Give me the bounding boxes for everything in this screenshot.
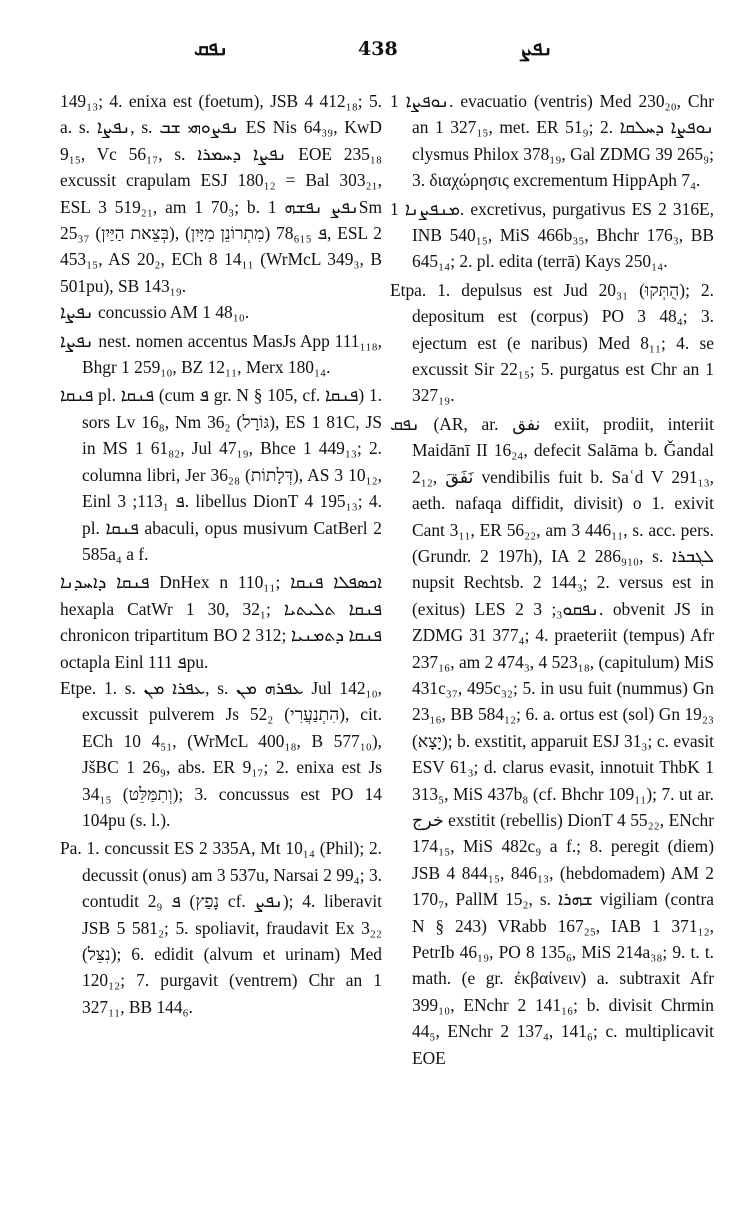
entry-continuation: 149₁₃; 4. enixa est (foetum), JSB 4 412₁₈; 5. a. s. ܢܦܨܐ, s. ܢܦܨܘܗܝ ܫܒ ES Nis 64₃₉, KwD 9₁₅, Vc 56₁₇, s. ܢܦܨܐ ܕܚܡܪܐ EOE 235₁₈ excussit crapulam ESJ 180₁₂ = Bal 303₂₁, ESL 3 519₂₁, am 1 70₃; b. ܢܦܨ ܢܦܫܗ 1Sm 25₃₇ (בְּצֵאת הַיַּיִן), ܦ 78₆₁₅ (מִתְרוֹנֵן מִיָּיִן), ESL 2 453₁₅, AS 20₂, ECh 8 14₁₁ (WrMcL 349₃, B 501pu), SB 143₁₉. — [60, 91, 382, 296]
dictionary-entry: Pa. 1. concussit ES 2 335A, Mt 10₁₄ (Phil); 2. decussit (onus) am 3 537u, Narsai 2 99₄; 3. contudit ܦ 2₉ (נָפַץ cf. ܢܦܨ); 4. liberavit JSB 5 581₂; 5. spoliavit, fraudavit Ex 3₂₂ (נִצֵּל); 6. edidit (alvum et urinam) Med 120₁₂; 7. purgavit (ventrem) Chr an 1 327₁₁, BB 144₆. — [60, 838, 382, 1017]
dictionary-entry: Etpe. 1. s. ܥܦܪܐ ܡܢ, s. ܥܦܪܗ ܡܢ Jul 142₁₀, excussit pulverem Js 52₂ (הִתְנַעֲרִי), cit. ECh 10 4₅₁, (WrMcL 400₁₈, B 577₁₀), JšBC 1 26₉, abs. ER 9₁₇; 2. enixa est Js 34₁₅ (וְתִמַּלֵּט); 3. concussus est PO 14 104pu (s. l.). — [60, 677, 383, 830]
header-left-catchword: ܢܦܩ — [194, 38, 229, 60]
right-column — [390, 88, 714, 1073]
left-column — [60, 88, 382, 1022]
dictionary-entry: ܢܘܦܨܐ 1. evacuatio (ventris) Med 230₂₀, Chr an 1 327₁₅, met. ER 51₉; 2. ܢܘܦܨܐ ܕܚܠܩܐ clysmus Philox 378₁₉, Gal ZDMG 39 265₉; 3. διαχώρησις excrementum HippAph 7₄. — [390, 91, 714, 191]
dictionary-entry: ܢܦܨܐ concussio AM 1 48₁₀. — [60, 302, 250, 323]
header-right-catchword: ܢܦܨ — [520, 38, 553, 60]
dictionary-entry: ܢܦܩ (AR, ar. نفق exiit, prodiit, interiit Maidānī II 16₂₄, defecit Salāma b. Ǧandal 2₁₂, نَفَقَ vendibilis fuit b. Saʿd V 291₁₃, aeth. nafaqa diffidit, divisit) ο 1. exivit Cant 3₁₁, ER 56₂₂, am 3 446₁₁, s. acc. pers. (Grundr. 2 197h), IA 2 286₉₁₀, s. ܠܓܒܪܐ nupsit Rechtsb. 2 144₃; 2. versus est in (exitus) LES 2 ܢܦܩܘ₃; 3. obvenit JS in ZDMG 31 377₄; 4. praeteriit (tempus) Afr 237₁₆, am 2 474₃, 4 523₁₈, (capitulum) MiS 431c₃₇, 495c₃₂; 5. in usu fuit (nummus) Gn 23₁₆, BB 584₁₂; 6. a. ortus est (sol) Gn 19₂₃ (יָצָא); b. exstitit, apparuit ESJ 31₃; c. evasit ESV 61₃; d. clarus evasit, innotuit ThbK 1 313₅, MiS 437b₈ (cf. Bhchr 109₁₁); 7. ut ar. خرج exstitit (rebellis) DionT 4 55₂₂, ENchr 174₁₅, MiS 482c₉ a f.; 8. peregit (diem) JSB 4 844₁₅, 846₁₃, (hebdomadem) AM 2 170₇, PallM 15₂, s. ܫܗܪܐ vigiliam (contra N § 243) VRabb 167₂₅, IAB 1 371₁₂, PetrIb 46₁₉, PO 8 135₆, MiS 214a₃₈; 9. t. t. math. (e gr. ἐκβαίνειν) a. subtraxit Afr 399₁₀, ENchr 2 141₁₆; b. divisit Chrmin 44₅, ENchr 2 137₄, 141₆; c. multiplicavit EOE — [390, 413, 714, 1068]
dictionary-entry: ܢܦܨܐ nest. nomen accentus MasJs App 111₁₁₈, Bhgr 1 259₁₀, BZ 12₁₁, Merx 180₁₄. — [60, 330, 382, 378]
dictionary-entry: ܡܢܦܨܢܐ 1. excretivus, purgativus ES 2 316E, INB 540₁₅, MiS 466b₃₅, Bhchr 176₃, BB 645₁₄; 2. pl. edita (terrā) Kays 250₁₄. — [390, 198, 714, 272]
page-number: 438 — [358, 38, 398, 60]
entry-continuation: ܦܢܩܐ ܕܐܚܕܢܐ DnHex n 110₁₁; ܐܟܣܦܠܐ ܦܢܩܐ hexapla CatWr 1 30, 32₁; ܦܢܩܐ ܬܠܝܬܝܐ chronicon tripartitum BO 2 312; ܦܢܩܐ ܕܬܡܢܝܐ octapla Einl ܦ 111pu. — [60, 572, 383, 672]
running-header — [0, 36, 750, 66]
dictionary-entry: ܦܢܩܐ pl. ܦܢܩܐ (cum ܦ gr. N § 105, cf. ܦܢܩܐ) 1. sors Lv 16₈, Nm 36₂ (גּוֹרָל), ES 1 81C, JS in MS 1 61₈₂, Jul 47₁₉, Bhce 1 449₁₃; 2. columna libri, Jer 36₂₈ (דְּלָתוֹת), AS 3 10₁₂, Einl ܦ 113₁; 3. libellus DionT 4 195₁₃; 4. pl. ܦܢܩܐ abaculi, opus musivum CatBerl 2 585a₄ a f. — [60, 385, 383, 564]
dictionary-entry: Etpa. 1. depulsus est Jud 20₃₁ (הֻתְּקוּ); 2. depositum est (corpus) PO 3 48₄; 3. ejectum est (e naribus) Med 8₁₁; 4. se excussit Sir 22₁₅; 5. purgatus est Chr an 1 327₁₉. — [390, 279, 714, 406]
